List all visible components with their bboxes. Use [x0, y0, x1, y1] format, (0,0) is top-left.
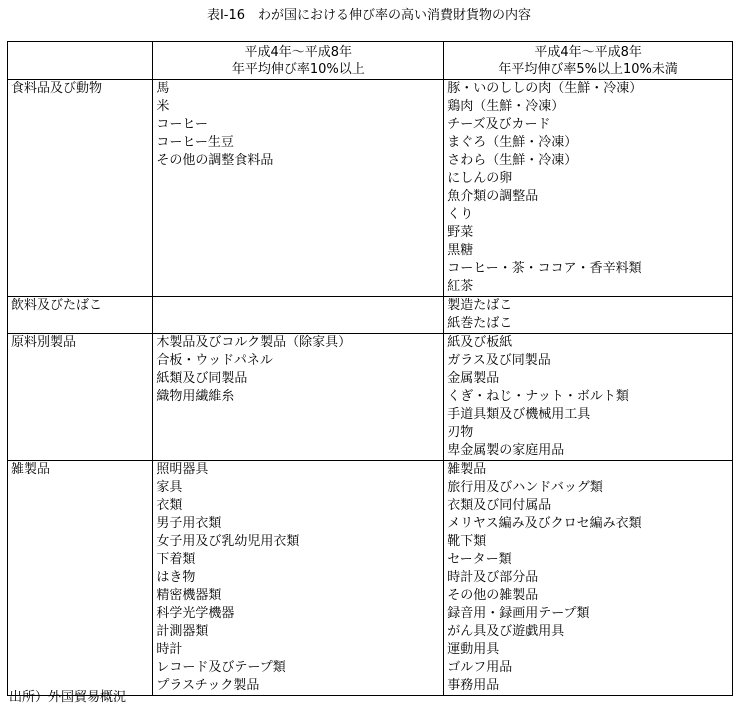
list-item: 織物用繊維糸 [156, 389, 235, 404]
list-item: 事務用品 [447, 678, 500, 693]
list-item: 刃物 [447, 425, 474, 440]
table-row [8, 334, 733, 461]
table-row [8, 461, 733, 696]
high-growth-items-cell [153, 297, 444, 334]
table-row [8, 80, 733, 297]
list-item: 衣類 [156, 498, 183, 513]
list-item: 下着類 [156, 552, 196, 567]
list-item: 木製品及びコルク製品（除家具） [156, 335, 352, 350]
list-item: 旅行用及びハンドバッグ類 [447, 480, 603, 495]
list-item: まぐろ（生鮮・冷凍） [447, 135, 578, 150]
consumer-goods-table [7, 41, 733, 696]
list-item: コーヒー・茶・ココア・香辛料類 [447, 261, 642, 276]
header-high-period: 平成4年～平成8年 [244, 45, 353, 60]
list-item: 靴下類 [447, 534, 487, 549]
list-item: 運動用具 [447, 642, 500, 657]
list-item: チーズ及びカード [447, 117, 551, 132]
category-label: 雑製品 [11, 462, 51, 477]
list-item: 雑製品 [447, 462, 487, 477]
list-item: 手道具類及び機械用工具 [447, 407, 591, 422]
list-item: 馬 [156, 81, 170, 96]
list-item: 時計 [156, 642, 183, 657]
list-item: 野菜 [447, 225, 474, 240]
list-item: レコード及びテープ類 [156, 660, 286, 675]
list-item: さわら（生鮮・冷凍） [447, 153, 578, 168]
list-item: くり [447, 207, 474, 222]
high-growth-items-cell [153, 461, 444, 696]
header-mid-rate: 年平均伸び率5%以上10%未満 [498, 62, 678, 77]
category-cell [8, 297, 153, 334]
table-title: 表Ⅰ-16 わが国における伸び率の高い消費財貨物の内容 [206, 8, 532, 23]
list-item: 紙巻たばこ [447, 316, 513, 331]
header-mid-growth-cell [444, 42, 733, 80]
list-item: メリヤス編み及びクロセ編み衣類 [447, 516, 642, 531]
list-item: 家具 [156, 480, 183, 495]
list-item: 女子用及び乳幼児用衣類 [156, 534, 300, 549]
list-item: はき物 [156, 570, 196, 585]
mid-growth-items-cell [444, 461, 733, 696]
category-cell [8, 334, 153, 461]
table-header-row [8, 42, 733, 80]
list-item: 黒糖 [447, 243, 474, 258]
list-item: 精密機器類 [156, 588, 222, 603]
list-item: コーヒー [156, 117, 208, 132]
source-note: 出所）外国貿易概況 [9, 690, 127, 705]
list-item: 男子用衣類 [156, 516, 222, 531]
list-item: 鶏肉（生鮮・冷凍） [447, 99, 565, 114]
category-cell [8, 80, 153, 297]
list-item: くぎ・ねじ・ナット・ボルト類 [447, 389, 629, 404]
mid-growth-items-cell [444, 334, 733, 461]
list-item: 米 [156, 99, 170, 114]
list-item: その他の調整食料品 [156, 153, 274, 168]
header-high-growth-cell [153, 42, 444, 80]
list-item: プラスチック製品 [156, 678, 260, 693]
list-item: 製造たばこ [447, 298, 513, 313]
list-item: 時計及び部分品 [447, 570, 539, 585]
category-label: 食料品及び動物 [11, 81, 103, 96]
list-item: 計測器類 [156, 624, 209, 639]
list-item: 金属製品 [447, 371, 500, 386]
list-item: にしんの卵 [447, 171, 513, 186]
header-category-cell [8, 42, 153, 80]
list-item: 卑金属製の家庭用品 [447, 443, 565, 458]
header-mid-period: 平成4年～平成8年 [534, 45, 642, 60]
high-growth-items-cell [153, 80, 444, 297]
list-item: 紙類及び同製品 [156, 371, 248, 386]
list-item: 紙及び板紙 [447, 335, 513, 350]
list-item: セーター類 [447, 552, 512, 567]
list-item: 合板・ウッドパネル [156, 353, 273, 368]
list-item: 魚介類の調整品 [447, 189, 539, 204]
list-item: 照明器具 [156, 462, 209, 477]
list-item: 豚・いのししの肉（生鮮・冷凍） [447, 81, 643, 96]
high-growth-items-cell [153, 334, 444, 461]
list-item: がん具及び遊戯用具 [447, 624, 565, 639]
list-item: コーヒー生豆 [156, 135, 234, 150]
list-item: ゴルフ用品 [447, 660, 513, 675]
mid-growth-items-cell [444, 80, 733, 297]
category-label: 飲料及びたばこ [11, 298, 103, 313]
list-item: 科学光学機器 [156, 606, 235, 621]
category-label: 原料別製品 [11, 335, 77, 350]
mid-growth-items-cell [444, 297, 733, 334]
category-cell [8, 461, 153, 696]
header-high-rate: 年平均伸び率10%以上 [231, 62, 365, 77]
list-item: 録音用・録画用テープ類 [447, 606, 590, 621]
list-item: 衣類及び同付属品 [447, 498, 552, 513]
list-item: ガラス及び同製品 [447, 353, 551, 368]
list-item: 紅茶 [447, 279, 474, 294]
list-item: その他の雑製品 [447, 588, 539, 603]
table-row [8, 297, 733, 334]
